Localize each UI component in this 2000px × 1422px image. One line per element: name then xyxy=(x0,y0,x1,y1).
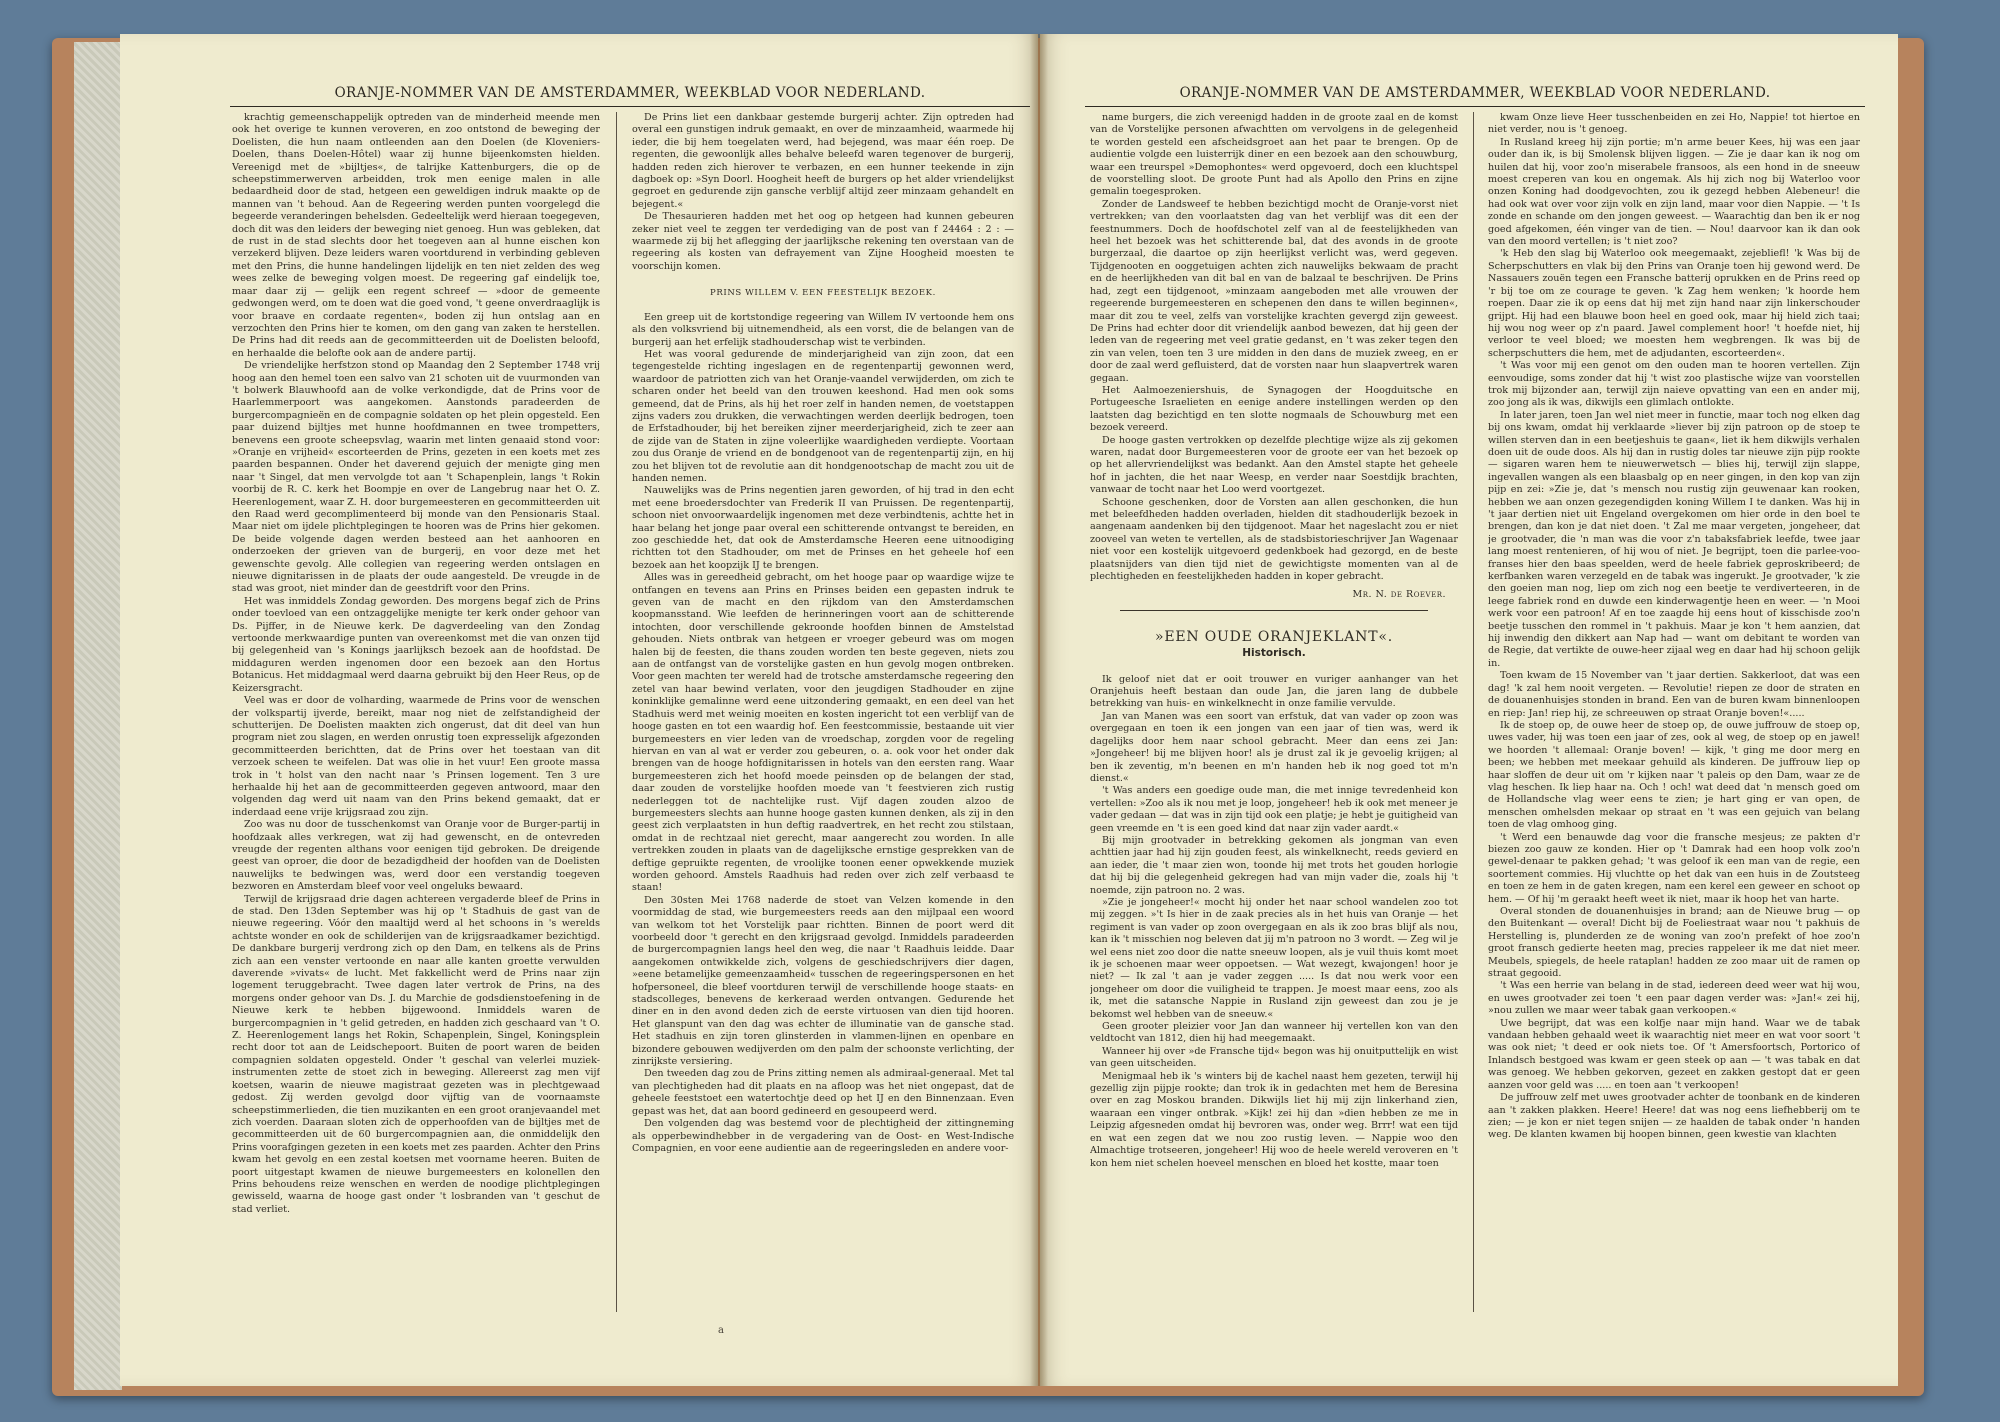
paragraph: In Rusland kreeg hij zijn portie; m'n arme beuer Kees, hij was een jaar ouder dan ik, is bij Smolensk blijven liggen. — Zie je daar kan ik nog om huilen dat hij, voor zoo'n miserabele fransoos, als een hond in de sneeuw moest creperen van kou en ongemak. Als hij zich nog bij Waterloo voor onzen Koning had doodgevochten, zou ik gezegd hebben Alebeneur! die had ook wat over voor zijn volk en zijn land, maar voor dien Nappie. — 't Is zonde en schande om den jongen geweest. — Waarachtig dan ben ik er nog goed afgekomen, één vinger van de tien. — Nou! daarvoor kan ik dan ook van den moord vertellen; is 't niet zoo? xyxy=(1488,136,1860,248)
column-divider xyxy=(616,112,617,1312)
paragraph: 't Was anders een goedige oude man, die met innige tevredenheid kon vertellen: »Zoo als ik nou met je loop, jongeheer! heb ik ook met meneer je vader gedaan — dat was in zijn tijd ook een platje; je hebt je guitigheid van geen vreemde en 't is een goed kind dat naar zijn vader aardt.« xyxy=(1090,785,1458,834)
paragraph: Alles was in gereedheid gebracht, om het hooge paar op waardige wijze te ontfangen en tevens aan Prins en Prinses beiden een gepasten indruk te geven van de macht en den rijkdom van den Amsterdamschen koopmansstand. Wie leefden de herinneringen voort aan de schitterende intochten, door verschillende gekroonde hoofden binnen de Amstelstad gehouden. Niets ontbrak van hetgeen er vroeger gebeurd was om mogen halen bij de feesten, die thans zouden worden ten beste gegeven, niets zou aan de ontfangst van de vorstelijke gasten en hun gevolg mogen ontbreken. Voor geen machten ter wereld had de trotsche amsterdamsche regeering den zetel van haar bewind verlaten, voor den jeugdigen Stadhouder en zijne koninklijke gemalinne werd eene uitzondering gemaakt, en een deel van het Stadhuis werd met weinig moeiten en kosten ingericht tot een verblijf van de hooge gasten en tot een waardig hof. Een feestcommissie, bestaande uit vier burgemeesters en vier leden van de vroedschap, zorgden voor de regeling hiervan en van al wat er verder zou gebeuren, o. a. ook voor het onder dak brengen van de hooge hofdignitarissen in hotels van den eersten rang. Waar burgemeesteren zich het hoofd moede peinsden op de belangen der stad, daar zouden de vorstelijke hoofden moede van 't feestvieren zich rustig nederleggen tot de nachtelijke rust. Vijf dagen zouden alzoo de burgemeesters slechts aan hunne hooge gasten kunnen denken, als zij in den geest zich verplaatsten in hun deftig raadvertrek, en het recht zou stilstaan, omdat in de rechtzaal niet gerecht, maar aangerecht zou worden. In alle vertrekken zouden in plaats van de dagelijksche ernstige gesprekken van de deftige gepruikte regenten, de vroolijke toonen eener opwekkende muziek worden gehoord. Amstels Raadhuis had reden over zich zelf verbaasd te staan! xyxy=(632,572,1014,894)
paragraph: Ik geloof niet dat er ooit trouwer en vuriger aanhanger van het Oranjehuis heeft bestaan dan oude Jan, die jaren lang de dubbele betrekking van huis- en winkelknecht in onze familie vervulde. xyxy=(1090,673,1458,710)
paragraph: Zonder de Landsweef te hebben bezichtigd mocht de Oranje-vorst niet vertrekken; van den voorlaatsten dag van het verblijf was dit een der feestnummers. Doch de hoofdschotel zelf van al de feestelijkheden van heel het bezoek was het schitterende bal, dat des avonds in de groote burgerzaal, die daartoe op zijn heerlijkst verlicht was, werd gegeven. Tijdgenooten en ooggetuigen achten zich nauwelijks bekwaam de pracht en de heerlijkheden van dit bal en van de balzaal te beschrijven. De Prins had, zegt een tijdgenoot, »minzaam aangeboden met alle vrouwen der regeerende burgemeesteren en schepenen den dans te willen beginnen«, maar dit zou te veel, zelfs van vorstelijke krachten gevergd zijn geweest. De Prins had echter door dit vriendelijk aanbod bewezen, dat hij geen der leden van de regeering met veel gratie gedanst, en 't was zeker tegen den zin van velen, toen ten 3 ure midden in den dans de muziek zweeg, en er door de zaal werd gefluisterd, dat de vorsten naar hun slaapvertrek waren gegaan. xyxy=(1090,198,1458,384)
paragraph: 't Was voor mij een genot om den ouden man te hooren vertellen. Zijn eenvoudige, soms zonder dat hij 't wist zoo plastische wijze van voorstellen trok mij bijzonder aan, terwijl zijn naieve opvatting van een en ander mij, zoo jong als ik was, dikwijls een glimlach ontlokte. xyxy=(1488,360,1860,409)
paragraph: Het was inmiddels Zondag geworden. Des morgens begaf zich de Prins onder toevloed van een ontzaggelijke menigte ter kerk onder gehoor van Ds. Pijffer, in de Nieuwe kerk. De dagverdeeling van den Zondag vertoonde merkwaardige punten van overeenkomst met die van onzen tijd bij gelegenheid van 's Konings jaarlijksch bezoek aan de hoofdstad. De middaguren werden ingenomen door een bezoek aan den Hortus Botanicus. Het middagmaal werd daarna gebruikt bij den Heer Reus, op de Keizersgracht. xyxy=(232,595,600,694)
column-1 xyxy=(232,112,600,1314)
paragraph: Geen grooter pleizier voor Jan dan wanneer hij vertellen kon van den veldtocht van 1812, dien hij had meegemaakt. xyxy=(1090,1021,1458,1045)
paragraph: In later jaren, toen Jan wel niet meer in functie, maar toch nog elken dag bij ons kwam, omdat hij verklaarde »liever bij zijn patroon op de stoep te willen sterven dan in een beetjeshuis te gaan«, liet ik hem dikwijls verhalen doen uit de oude doos. Als hij dan in rustig doles tar nieuwe zijn pijp rookte — sigaren waren hem te nieuwerwetsch — blies hij, terwijl zijn slappe, ingevallen wangen als een blaasbalg op en neer gingen, in den kop van zijn pijp en zei: »Zie je, dat 's mensch nou rustig zijn geuwenaar kan rooken, hebben we aan onzen gezegendigden koning Willem I te danken. Was hij in 't jaar dertien niet uit Engeland overgekomen om hier orde in den boel te brengen, dan kon je dat niet doen. 't Zal me maar vergeten, jongeheer, dat je grootvader, die 'n man was die voor z'n tabaksfabriek leefde, twee jaar lang moest rentenieren, of hij wou of niet. Je begrijpt, toen die parlee-voo-franses hier den baas speelden, werd de heele fabriek geproskribeerd; de kerfbanken waren verzegeld en de tabak was ingerukt. Je grootvader, 'k zie den goeien man nog, liep om zich nog een beetje te verdiverteeren, in de leege fabriek rond en duwde een kinderwagentje heen en weer. — 'n Mooi werk voor een patroon! Af en toe zaagde hij eens hout of kisschisde zoo'n beetje tusschen den rommel in 't pakhuis. Maar je kon 't hem aanzien, dat hij inwendig den dikkert aan Nap had — want om debitant te worden van de Regie, dat vertikte de ouwe-heer zijaal weg en daar had hij schoon gelijk in. xyxy=(1488,409,1860,669)
paragraph: Den tweeden dag zou de Prins zitting nemen als admiraal-generaal. Met tal van plechtigheden had dit plaats en na afloop was het niet ongepast, dat de geheele feeststoet een watertochtje deed op het IJ en den Binnenzaan. Even gepast was het, dat aan boord gedineerd en gesoupeerd werd. xyxy=(632,1068,1014,1117)
paragraph: Een greep uit de kortstondige regeering van Willem IV vertoonde hem ons als den volksvriend bij uitnemendheid, als een vorst, die de belangen van de burgerij aan het erfelijk stadhouderschap wist te verbinden. xyxy=(632,311,1014,348)
author-signature: Mr. N. de Roever. xyxy=(1352,589,1446,601)
paragraph: Jan van Manen was een soort van erfstuk, dat van vader op zoon was overgegaan en toen ik een jongen van een jaar of tien was, werd ik dagelijks door hem naar school gebracht. Meer dan eens zei Jan: »Jongeheer! bij me blijven hoor! als je drust zal ik je gevoelig krijgen; al ben ik zeventig, m'n beenen en m'n handen heb ik nog goed tot m'n dienst.« xyxy=(1090,710,1458,784)
right-page-header: ORANJE-NOMMER VAN DE AMSTERDAMMER, WEEKBLAD VOOR NEDERLAND. xyxy=(1085,80,1865,107)
column-3-text-bottom xyxy=(1090,674,1458,1170)
paragraph: 'k Heb den slag bij Waterloo ook meegemaakt, zejebliefl! 'k Was bij de Scherpschutters en vlak bij den Prins van Oranje toen hij gewond werd. De Nassauers zouën tegen een Fransche batterij oprukken en de Prins reed op 'r bij toe om ze courage te geven. 'k Zag hem wenken; 'k hoorde hem roepen. Daar zie ik op eens dat hij met zijn hand naar zijn linkerschouder grijpt. Hij had een blauwe boon heel en goed ook, maar hij hield zich taai; hij wou nog weer op z'n paard. Jawel complement hoor! 't hoefde niet, hij verloor te veel bloed; we moesten hem wegbrengen. Ik was bij de scherpschutters die hem, met de adjudanten, escorteerden«. xyxy=(1488,248,1860,359)
paragraph: 't Werd een benauwde dag voor die fransche mesjeus; ze pakten d'r biezen zoo gauw ze konden. Hier op 't Damrak had een hoop volk zoo'n gewel-denaar te pakken gehad; 't was geloof ik een man van de regie, een soortement commies. Hij vluchtte op het dak van een huis in de Zoutsteeg en toen ze hem in de gaten kregen, nam een kerel een geweer en schoot op hem. — Of hij 'm geraakt heeft weet ik niet, maar ik hoop het van harte. xyxy=(1488,831,1860,905)
paragraph: Den volgenden dag was bestemd voor de plechtigheid der zittingneming als opperbewindhebber in de vergadering van de Oost- en West-Indische Compagnien, en voor eene audientie aan de regeeringsleden en andere voor- xyxy=(632,1118,1014,1154)
article-separator xyxy=(1120,610,1428,611)
paragraph: Het Aalmoezeniershuis, de Synagogen der Hoogduitsche en Portugeesche Israelieten en eenige andere instellingen werden op den laatsten dag bezichtigd en ten slotte nogmaals de Schouwburg met een bezoek vereerd. xyxy=(1090,384,1458,434)
left-page-header: ORANJE-NOMMER VAN DE AMSTERDAMMER, WEEKBLAD VOOR NEDERLAND. xyxy=(230,80,1030,107)
paragraph: De vriendelijke herfstzon stond op Maandag den 2 September 1748 vrij hoog aan den hemel toen een salvo van 21 schoten uit de vuurmonden van 't bolwerk Blauwhoofd aan de volke verkondigde, dat de Prins voor de Haarlemmerpoort was aangekomen. Aanstonds paradeerden de burgercompagnieën en de compagnie soldaten op het plein opgesteld. Een paar duizend bijltjes met hunne hoofdmannen en twee trompetters, benevens een groote scheepsvlag, waarin met linten genaaid stond voor: »Oranje en vrijheid« escorteerden de Prins, gezeten in een koets met zes paarden bespannen. Onder het daverend gejuich der menigte ging men naar 't Singel, dat men vervolgde tot aan 't Schapenplein, langs 't Rokin voorbij de R. C. kerk het Boompje en over de Langebrug naar het O. Z. Heerenlogement, waar Z. H. door burgemeesteren en gecommitteerden uit den Raad werd gecomplimenteerd bij monde van den Pensionaris Staal. Maar niet om ijdele plichtplegingen te hooren was de Prins hier gekomen. De beide volgende dagen werden besteed aan het aanhooren en onderzoeken der grieven van de burgerij, en voor deze met het gewenschte gevolg. Alle collegien van regeering werden ontslagen en nieuwe dignitarissen in de plaats der oude aangesteld. De vreugde in de stad was groot, niet minder dan de geestdrift voor den Prins. xyxy=(232,360,600,595)
article-subtitle: Historisch. xyxy=(1242,647,1306,660)
paragraph: Menigmaal heb ik 's winters bij de kachel naast hem gezeten, terwijl hij gezellig zijn pijpje rookte; dan trok ik in gedachten met hem de Beresina over en zag Moskou branden. Dikwijls liet hij mij zijn linkerhand zien, waaraan een vinger ontbrak. »Kijk! zei hij dan »dien hebben ze me in Leipzig afgesneden omdat hij bevroren was, onder weg. Brrr! wat een tijd en wat een zegen dat we nou zoo rustig leven. — Nappie woo den Almachtige trotseeren, jongeheer! Hij woo de heele wereld veroveren en 't kon hem niet schelen hoeveel menschen en bloed het kostte, maar toen xyxy=(1090,1070,1458,1169)
paragraph: kwam Onze lieve Heer tusschenbeiden en zei Ho, Nappie! tot hiertoe en niet verder, nou is 't genoeg. xyxy=(1488,112,1860,136)
section-subheading: PRINS WILLEM V. EEN FEESTELIJK BEZOEK. xyxy=(710,288,936,299)
paragraph: De Thesaurieren hadden met het oog op hetgeen had kunnen gebeuren zeker niet veel te zeggen ter verdediging van de post van f 24464 : 2 : — waarmede zij bij het aflegging der jaarlijksche rekening ten overstaan van de regeering als kosten van defrayement van Zijne Hoogheid moesten te voorschijn komen. xyxy=(632,211,1014,272)
paragraph: Nauwelijks was de Prins negentien jaren geworden, of hij trad in den echt met eene broedersdochter van Frederik II van Pruissen. De regentenpartij, schoon niet onvoorwaardelijk ingenomen met deze verbindtenis, achtte het in haar belang het jonge paar overal een schitterende ontvangst te bereiden, en zoo geschiedde het, dat ook de Amsterdamsche Heeren eene uitnoodiging richtten tot den Stadhouder, om met de Prinses en het geheele hof een bezoek aan het koopzijk IJ te brengen. xyxy=(632,485,1014,571)
column-3-text-top xyxy=(1090,112,1458,583)
column-2-text-bottom xyxy=(632,312,1014,1156)
column-divider xyxy=(1473,112,1474,1312)
paragraph: Terwijl de krijgsraad drie dagen achtereen vergaderde bleef de Prins in de stad. Den 13den September was hij op 't Stadhuis de gast van de nieuwe regeering. Vóór den maaltijd werd al het schoons in 's werelds achtste wonder en ook de schilderijen van de krijgsraadkamer bezichtigd. De dankbare burgerij verdrong zich op den Dam, en telkens als de Prins zich aan een venster vertoonde en naar alle kanten groette verwulden daverende »vivats« de lucht. Met fakkellicht werd de Prins naar zijn logement teruggebracht. Twee dagen later vertrok de Prins, na des morgens onder gehoor van Ds. J. du Marchie de godsdienstoefening in de Nieuwe kerk te hebben bijgewoond. Inmiddels waren de burgercompagnien in 't gelid getreden, en hadden zich geschaard van 't O. Z. Heerenlogement langs het Rokin, Schapenplein, Singel, Koningsplein recht door tot aan de Leidschepoort. Buiten de poort waren de beiden compagnien soldaten opgesteld. Onder 't geschal van velerlei muziek-instrumenten zette de stoet zich in beweging. Allereerst zag men vijf koetsen, waarin de nieuwe magistraat gezeten was in plechtgewaad gedost. Zij werden gevolgd door vijftig van de voornaamste scheepstimmerlieden, die tien muzikanten en een groot oranjevaandel met zich voerden. Daaraan sloten zich de opperhoofden van de bijltjes met de gecommitteerden uit de 60 burgercompagnien aan, die onmiddelijk den Prins voorafgingen gezeten in een koets met zes paarden. Achter den Prins kwam het gevolg en een zestal koetsen met voorname heeren. Buiten de poort uitgestapt kwamen de nieuwe burgemeesters en kolonellen den Prins behoudens reize wenschen en werden de noodige plichtplegingen gewisseld, waarna de hooge gast onder 't losbranden van 't geschut de stad verliet. xyxy=(232,893,600,1215)
book-gutter xyxy=(1030,34,1048,1386)
paragraph: 't Was een herrie van belang in de stad, iedereen deed weer wat hij wou, en uwes grootvader zei toen 't een paar dagen verder was: »Jan!« zei hij, »nou zullen we maar weer tabak gaan verkoopen.« xyxy=(1488,980,1860,1017)
article-title: »EEN OUDE ORANJEKLANT«. xyxy=(1155,628,1393,645)
column-3 xyxy=(1090,112,1458,1314)
paragraph: Bij mijn grootvader in betrekking gekomen als jongman van even achttien jaar had hij zijn gouden feest, als winkelknecht, reeds gevierd en aan ieder, die 't maar zien won, toonde hij met trots het gouden horlogie dat hij bij die gelegenheid gekregen had van mijn vader die, zoals hij 't noemde, zijn patroon no. 2 was. xyxy=(1090,834,1458,896)
column-1-text xyxy=(232,112,600,1216)
paragraph: Wanneer hij over »de Fransche tijd« begon was hij onuitputtelijk en wist van geen uitscheiden. xyxy=(1090,1045,1458,1070)
paragraph: De juffrouw zelf met uwes grootvader achter de toonbank en de kinderen aan 't zakken plakken. Heere! Heere! dat was nog eens liefhebberij om te zien; — je kon er niet tegen snijen — ze haalden de tabak onder 'n handen weg. De klanten kwamen bij hoopen binnen, geen kwestie van klachten xyxy=(1488,1092,1860,1141)
paragraph: Overal stonden de douanenhuisjes in brand; aan de Nieuwe brug — op den Buitenkant — overal! Dicht bij de Foeliestraat waar nou 't pakhuis de Herstelling is, plunderden ze de woning van zoo'n prefekt of hoe zoo'n groot fransch gedierte heeten mag, precies rappeleer ik me dat niet meer. Meubels, spiegels, de heele rataplan! hadden ze zoo maar uit de ramen op straat gegooid. xyxy=(1488,906,1860,980)
column-4 xyxy=(1488,112,1860,1314)
paragraph: Toen kwam de 15 November van 't jaar dertien. Sakkerloot, dat was een dag! 'k zal hem nooit vergeten. — Revolutie! riepen ze door de straten en de douanenhuisjes stonden in brand. Een van de buren kwam binnenloopen en riep: Jan! riep hij, ze schreeuwen op straat Oranje boven!«..... xyxy=(1488,670,1860,719)
paragraph: Den 30sten Mei 1768 naderde de stoet van Velzen komende in den voormiddag de stad, wie burgemeesters reeds aan den mijlpaal een woord van welkom tot het Vorstelijk paar richtten. Binnen de poort werd dit voorbeeld door 't gerecht en den krijgsraad gevolgd. Inmiddels paradeerden de burgercompagnien langs heel den weg, die naar 't Raadhuis leidde. Daar aangekomen ontwikkelde zich, volgens de geschiedschrijvers dier dagen, »eene betamelijke gemeenzaamheid« tusschen de regeeringspersonen en het hofpersoneel, die bleef voortduren terwijl de verschillende hooge staats- en stadscolleges, benevens de kerkeraad werden ontvangen. Gedurende het diner en in den avond deden zich de eerste virtuosen van dien tijd hooren. Het glanspunt van den dag was echter de illuminatie van de gansche stad. Het stadhuis en zijn toren glinsterden in vlammen-lijnen en openbare en bizondere gebouwen wedijverden om den palm der schoonste verlichting, der zinrijkste versiering. xyxy=(632,894,1014,1068)
paragraph: De Prins liet een dankbaar gestemde burgerij achter. Zijn optreden had overal een gunstigen indruk gemaakt, en over de minzaamheid, waarmede hij ieder, die bij hem toegelaten werd, had bejegend, was maar één roep. De regenten, die gewoonlijk alles behalve beleefd waren tegenover de burgerij, hadden reden zich hierover te verbazen, en een hunner teekende in zijn dagboek op: »Syn Doorl. Hoogheit heeft de burgers op het alder vriendelijkst gegroet en gedurende zijn gansche verblijf altijd zeer minzaam gehandelt en bejegent.« xyxy=(632,112,1014,210)
page-mark: a xyxy=(718,1325,724,1336)
column-2 xyxy=(632,112,1014,1314)
paragraph: Zoo was nu door de tusschenkomst van Oranje voor de Burger-partij in hoofdzaak alles verkregen, wat zij had gewenscht, en de ontevreden vreugde der regenten althans voor eenigen tijd gebroken. De dreigende geest van oproer, die door de bezadigdheid der hoofden van de Doelisten nauwelijks te bedwingen was, werd door een verstandig toegeven bezworen en Amsterdam bleef voor veel ongeluks bewaard. xyxy=(232,819,600,893)
paragraph: Schoone geschenken, door de Vorsten aan allen geschonken, die hun met beleefdheden hadden overladen, hielden dit stadhouderlijk bezoek in aangenaam aandenken bij den tijdgenoot. Maar het nageslacht zou er niet zooveel van weten te vertellen, als de stadsbistorieschrijver Jan Wagenaar niet voor een kostelijk uitgevoerd gedenkboek had gezorgd, en de beste plaatsnijders van dien tijd niet de gewichtigste momenten van al de plechtigheden en feestelijkheden hadden in koper gebracht. xyxy=(1090,496,1458,583)
column-4-text xyxy=(1488,112,1860,1142)
paragraph: Ik de stoep op, de ouwe heer de stoep op, de ouwe juffrouw de stoep op, uwes vader, hij was toen een jaar of zes, ook al weg, de stoep op en jawel! we hoorden 't allemaal: Oranje boven! — kijk, 't ging me door merg en been; we hebben met meekaar gehuild als kinderen. De juffrouw liep op haar sloffen de deur uit om 'r kijken naar 't paleis op den Dam, waar ze de vlag heschen. Ik liep haar na. Och ! och! wat deed dat 'n mensch goed om de Hollandsche vlag weer eens te zien; je hart ging er van open, de menschen omhelsden mekaar op straat en 't was een gejuich van belang toen de vlag omhoog ging. xyxy=(1488,719,1860,831)
paragraph: Uwe begrijpt, dat was een kolfje naar mijn hand. Waar we de tabak vandaan hebben gehaald weet ik waarachtig niet meer en wat voor soort 't was ook niet; 't deed er ook niets toe. Of 't Amersfoortsch, Portorico of Inlandsch bestgoed was kwam er geen steek op aan — 't was tabak en dat was genoeg. We hebben gekorven, gezeet en zakken gestopt dat er geen aanzen voor geld was ..... en toen aan 't verkoopen! xyxy=(1488,1017,1860,1091)
paragraph: »Zie je jongeheer!« mocht hij onder het naar school wandelen zoo tot mij zeggen. »'t Is hier in de zaak precies als in het huis van Oranje — het regiment is van vader op zoon overgegaan en als ik zoo bras blijf als nou, kan ik 't misschien nog beleven dat jij m'n patroon no 3 wordt. — Zeg wil je wel eens niet zoo door die natte sneeuw loopen, als je vuil thuis komt moet ik je schoenen maar weer oppoetsen. — Wat wezegt, kwajongen! hoor je niet? — Ik zal 't aan je vader zeggen ..... Is dat nou werk voor een jongeheer om door die vuiligheid te trappen. Je moest maar eens, zoo als ik, met die satansche Nappie in Rusland zijn geweest dan zou je je bekomst wel hebben van de sneeuw.« xyxy=(1090,896,1458,1020)
paragraph: Veel was er door de volharding, waarmede de Prins voor de wenschen der volkspartij ijverde, bereikt, maar nog niet de zelfstandigheid der schutterijen. De Doelisten maakten zich ongerust, dat dit deel van hun program niet zou slagen, en werden onrustig toen expresselijk afgezonden gecommitteerden berichtten, dat de Prins over het toestaan van dit verzoek scheen te weifelen. Dat was olie in het vuur! Een groote massa trok in 't holst van den nacht naar 's Prinsen logement. Ten 3 ure herhaalde hij het aan de gecommitteerden gegeven antwoord, maar den volgenden dag werd uit naam van den Prins bekend gemaakt, dat er inderdaad eene vrije krijgsraad zou zijn. xyxy=(232,695,600,818)
paragraph: krachtig gemeenschappelijk optreden van de minderheid meende men ook het overige te kunnen veroveren, en zoo ontstond de beweging der Doelisten, die hun naam ontleenden aan den Doelen (de Kloveniers-Doelen, thans Doelen-Hôtel) waar zij hunne bijeenkomsten hielden. Vereenigd met de »bijltjes«, de talrijke Kattenburgers, die op de scheepstimmerwerven arbeidden, trok men eenige malen in alle bedaardheid door de stad, hetgeen een geweldigen indruk maakte op de mannen van 't behoud. Aan de Regeering werden punten voorgelegd die begeerde veranderingen behelsden. Gedeeltelijk werd hieraan toegegeven, doch dit was den leiders der beweging niet genoeg. Hun was gebleken, dat de rust in de stad slechts door het toegeven aan al hunne eischen kon verzekerd blijven. Deze leiders waren voortdurend in verbinding gebleven met den Prins, die hunne handelingen lijdelijk en ten niet zelden des weg wees zelke de beweging volgen moest. De regeering gaf eindelijk toe, maar daar zij — gelijk een regent schreef — »door de gemeente gedwongen werd, om te doen wat die goed vond, 't geene onverdraaglijk is voor braave en cordaate regenten«, boden zij hun ontslag aan en verzochten den Prins hier te komen, om den gang van zaken te herstellen. De Prins had dit reeds aan de gecommitteerden uit de Doelisten beloofd, en herhaalde die belofte ook aan de andere partij. xyxy=(232,112,600,359)
paragraph: De hooge gasten vertrokken op dezelfde plechtige wijze als zij gekomen waren, nadat door Burgemeesteren voor de groote eer van het bezoek op op het allervriendelijkst was bedankt. Aan den Amstel stapte het geheele hof in jachten, die het naar Weesp, en verder naar Soestdijk brachten, vanwaar de tocht naar het Loo werd voortgezet. xyxy=(1090,434,1458,496)
paragraph: Het was vooral gedurende de minderjarigheid van zijn zoon, dat een tegengestelde richting ingeslagen en de regentenpartij gewonnen werd, waardoor de patriotten zich van het Oranje-vaandel verwijderden, om zich te scharen onder het beeld van den trouwen keeshond. Had men ook soms gemeend, dat de Prins, als hij het roer zelf in handen nemen, de voetstappen zijns vaders zou drukken, die verwachtingen werden deerlijk bedrogen, toen de Erfstadhouder, bij het bereiken zijner meerderjarigheid, zich te zeer aan de zijde van de Staten in zijne voleerlijke waardigheden verdiepte. Voortaan zou dus Oranje de vriend en de bondgenoot van de regentenpartij zijn, en hij zou het blijven tot de revolutie aan dit hondgenootschap de macht zou uit de handen nemen. xyxy=(632,348,1014,484)
spine-pattern xyxy=(74,42,122,1390)
paragraph: name burgers, die zich vereenigd hadden in de groote zaal en de komst van de Vorstelijke personen afwachtten om vervolgens in de gelegenheid te worden gesteld een afscheidsgroet aan het paar te brengen. Op de audientie volgde een luisterrijk diner en een bezoek aan den schouwburg, waar een treurspel »Demophontes« werd opgevoerd, doch een kluchtspel de voorstelling sloot. De groote Punt had als Apollo den Prins en zijne gemalin toegesproken. xyxy=(1090,112,1458,198)
column-2-text-top xyxy=(632,112,1014,273)
